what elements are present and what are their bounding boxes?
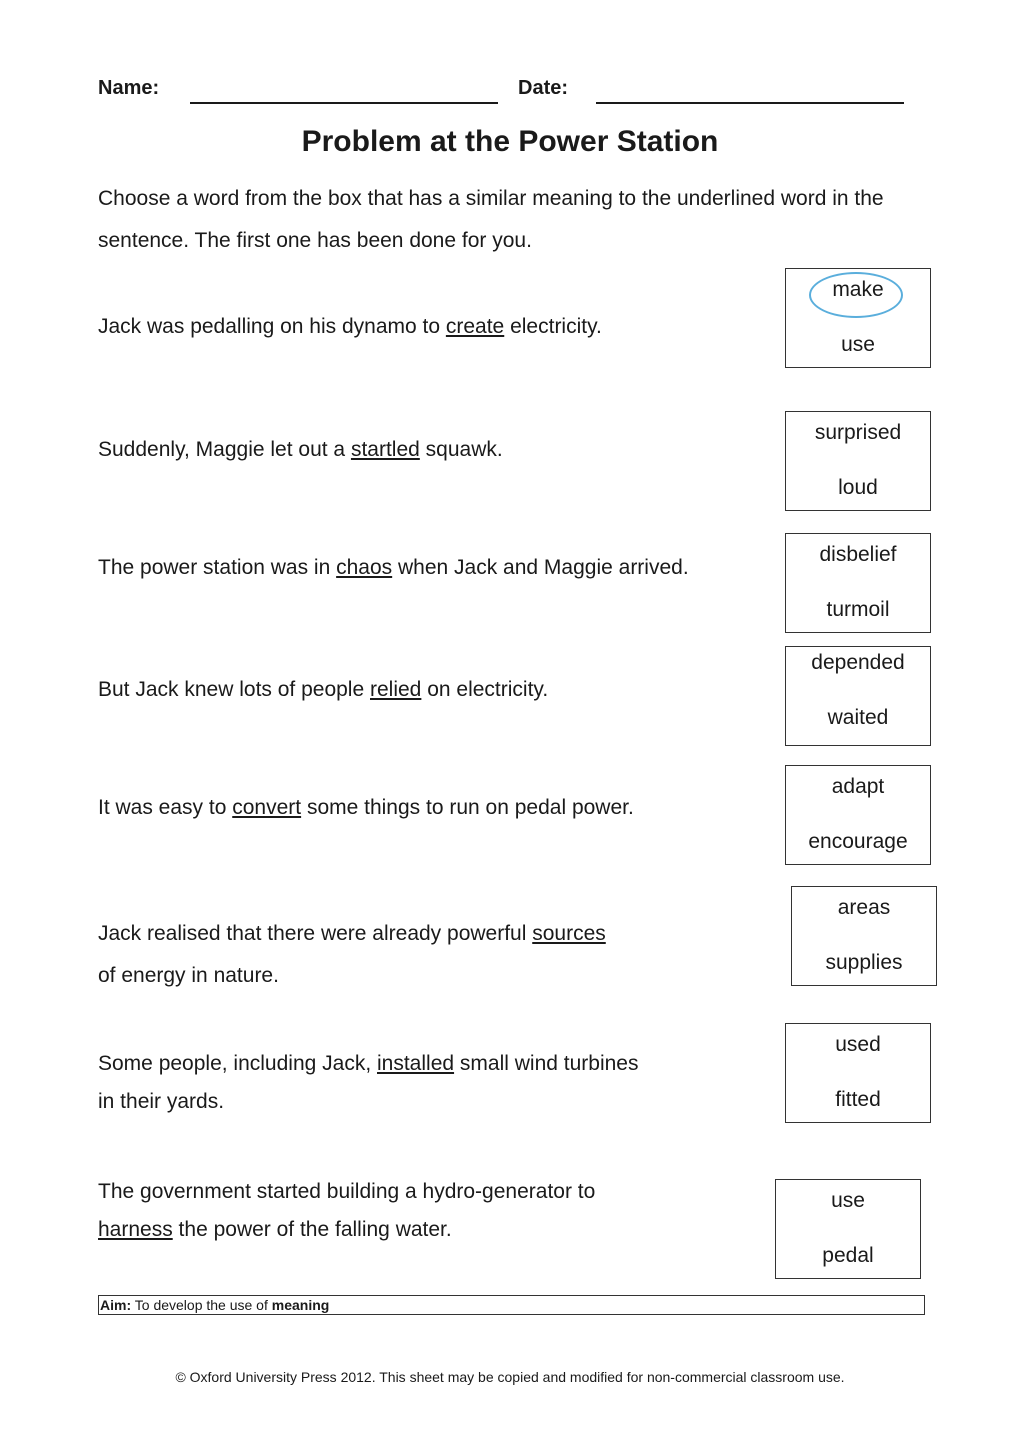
option-word[interactable]: areas [837,896,891,919]
aim-keyword: meaning [271,1297,330,1313]
sentence-line [98,431,503,469]
page-title: Problem at the Power Station [301,125,719,158]
aim-text: To develop the use of [131,1297,272,1313]
options-box [785,533,931,633]
sentence-line [98,955,606,997]
question-sentence [98,549,689,587]
question-sentence [98,308,602,346]
option-word[interactable]: encourage [808,830,908,853]
sentence-text: the power of the falling water. [172,1218,452,1241]
option-word[interactable]: waited [827,706,889,729]
sentence-text: Jack realised that there were already powerful [98,922,533,945]
sentence-line [98,308,602,346]
options-box [785,268,931,368]
sentence-text: It was easy to [98,796,233,819]
sentence-line [98,1211,595,1249]
sentence-text: of energy in nature. [98,964,279,987]
option-word[interactable]: turmoil [826,598,890,621]
option-word[interactable]: use [831,1189,865,1212]
option-word[interactable]: surprised [814,421,902,444]
options-box [791,886,937,986]
option-word[interactable]: loud [838,476,878,499]
question-sentence [98,789,634,827]
option-word[interactable]: make [832,278,884,301]
question-sentence [98,431,503,469]
question-sentence [98,1173,595,1249]
sentence-line [98,1173,595,1211]
underlined-word: harness [98,1218,173,1241]
sentence-text: squawk. [419,438,503,461]
sentence-text: when Jack and Maggie arrived. [392,556,689,579]
underlined-word: chaos [336,556,393,579]
option-word[interactable]: adapt [831,775,885,798]
aim-box [98,1295,925,1315]
sentence-text: But Jack knew lots of people [98,678,370,701]
question-sentence [98,913,606,997]
options-box [785,411,931,511]
option-word[interactable]: supplies [825,951,903,974]
sentence-line [98,913,606,955]
copyright-footer: © Oxford University Press 2012. This sheet may be copied and modified for non-commercial classroom use. [175,1369,845,1385]
underlined-word: startled [350,438,420,461]
underlined-word: create [445,315,505,338]
option-word[interactable]: use [841,333,875,356]
sentence-text: Suddenly, Maggie let out a [98,438,351,461]
sentence-line [98,1045,638,1083]
sentence-text: electricity. [504,315,602,338]
name-label: Name: [98,77,160,99]
option-word[interactable]: pedal [822,1244,874,1267]
date-label: Date: [518,77,569,99]
sentence-line [98,789,634,827]
options-box [785,1023,931,1123]
name-field[interactable] [190,80,498,104]
option-word[interactable]: used [835,1033,881,1056]
sentence-text: small wind turbines [454,1052,639,1075]
sentence-text: Some people, including Jack, [98,1052,377,1075]
sentence-text: The government started building a hydro-generator to [98,1180,596,1203]
underlined-word: sources [532,922,606,945]
option-word[interactable]: depended [811,651,905,674]
sentence-line [98,671,548,709]
underlined-word: relied [370,678,422,701]
underlined-word: convert [232,796,302,819]
sentence-text: The power station was in [98,556,337,579]
options-box [775,1179,921,1279]
question-sentence [98,1045,638,1121]
option-word[interactable]: disbelief [819,543,897,566]
sentence-text: in their yards. [98,1090,225,1113]
question-sentence [98,671,548,709]
underlined-word: installed [377,1052,455,1075]
sentence-line [98,549,689,587]
date-field[interactable] [596,80,904,104]
sentence-line [98,1083,638,1121]
options-box [785,765,931,865]
sentence-text: some things to run on pedal power. [301,796,634,819]
options-box [785,646,931,746]
sentence-text: on electricity. [421,678,549,701]
instructions: Choose a word from the box that has a similar meaning to the underlined word in the sentence. The first one has been done for you. [98,187,884,252]
sentence-text: Jack was pedalling on his dynamo to [98,315,446,338]
option-word[interactable]: fitted [835,1088,881,1111]
aim-label: Aim: [100,1297,132,1313]
